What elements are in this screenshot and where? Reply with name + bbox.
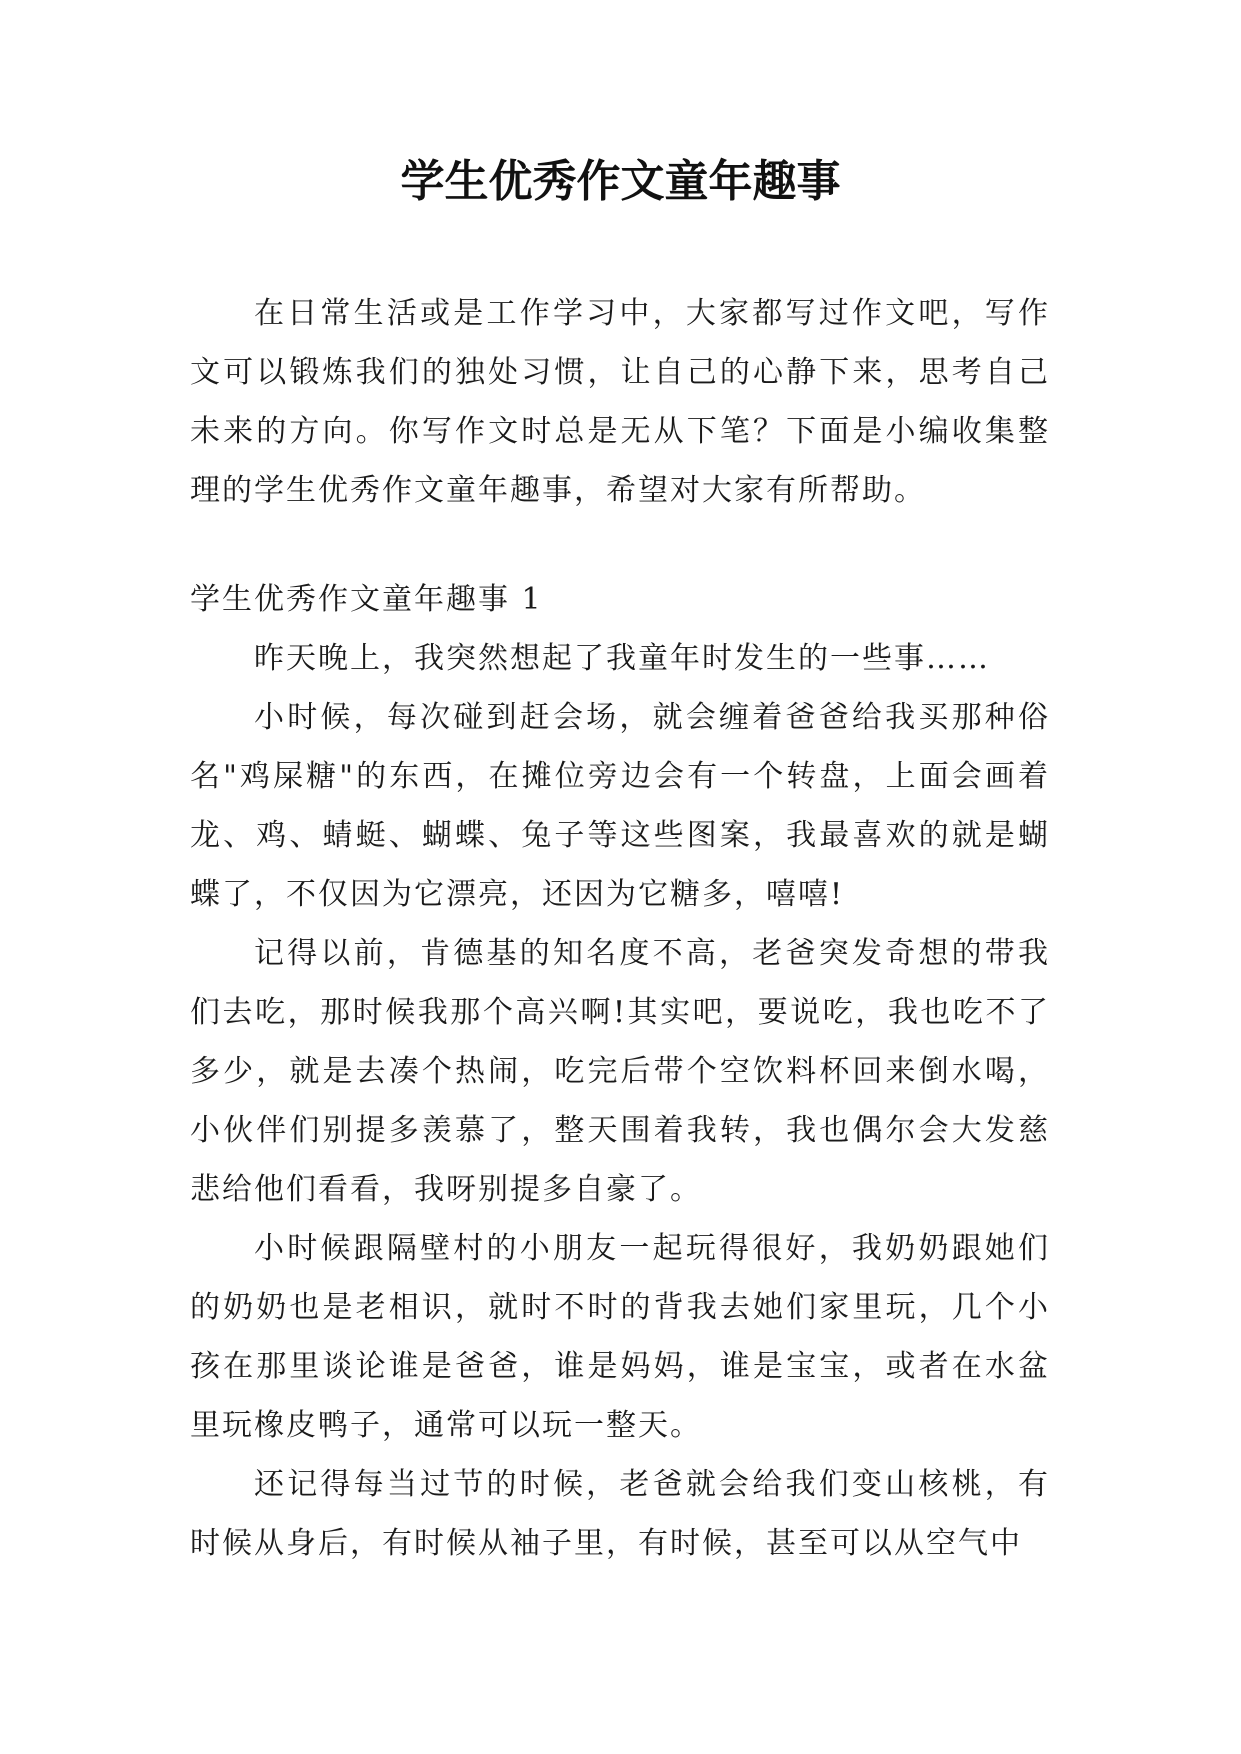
intro-paragraph: 在日常生活或是工作学习中，大家都写过作文吧，写作文可以锻炼我们的独处习惯，让自己的心静下来，思考自己未来的方向。你写作文时总是无从下笔？下面是小编收集整理的学生优秀作文童年趣事，希望对大家有所帮助。	[190, 296, 1050, 508]
document-title: 学生优秀作文童年趣事	[400, 156, 841, 207]
document-body	[190, 284, 1050, 1573]
body-paragraph: 昨天晚上，我突然想起了我童年时发生的一些事……	[254, 641, 990, 676]
section-heading: 学生优秀作文童年趣事 1	[190, 582, 543, 617]
body-paragraph: 小时候，每次碰到赶会场，就会缠着爸爸给我买那种俗名"鸡屎糖"的东西，在摊位旁边会有一个转盘，上面会画着龙、鸡、蜻蜓、蝴蝶、兔子等这些图案，我最喜欢的就是蝴蝶了，不仅因为它漂亮，还因为它糖多，嘻嘻!	[190, 700, 1050, 912]
body-paragraph: 还记得每当过节的时候，老爸就会给我们变山核桃，有时候从身后，有时候从袖子里，有时候，甚至可以从空气中	[190, 1467, 1050, 1561]
body-paragraph: 记得以前，肯德基的知名度不高，老爸突发奇想的带我们去吃，那时候我那个高兴啊!其实吧，要说吃，我也吃不了多少，就是去凑个热闹，吃完后带个空饮料杯回来倒水喝，小伙伴们别提多羡慕了，整天围着我转，我也偶尔会大发慈悲给他们看看，我呀别提多自豪了。	[190, 936, 1050, 1207]
body-paragraph: 小时候跟隔壁村的小朋友一起玩得很好，我奶奶跟她们的奶奶也是老相识，就时不时的背我去她们家里玩，几个小孩在那里谈论谁是爸爸，谁是妈妈，谁是宝宝，或者在水盆里玩橡皮鸭子，通常可以玩一整天。	[190, 1231, 1050, 1443]
